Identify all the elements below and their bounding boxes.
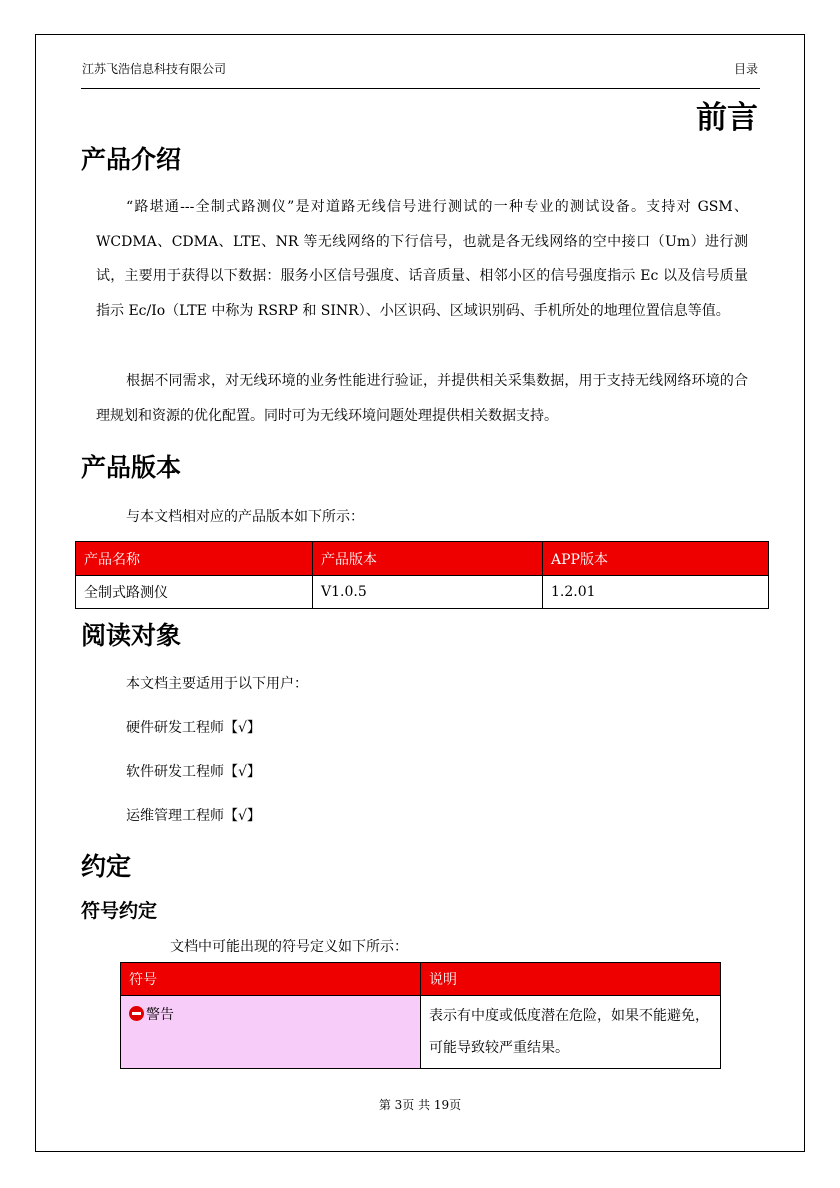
list-item: 运维管理工程师【√】 <box>126 808 261 824</box>
list-item: 硬件研发工程师【√】 <box>126 720 261 736</box>
page-title: 前言 <box>696 100 758 136</box>
table-cell: 1.2.01 <box>543 576 769 609</box>
header-section: 目录 <box>733 62 758 76</box>
version-table-header <box>76 542 769 576</box>
header-divider <box>81 88 760 89</box>
page-footer: 第 3页 共 19页 <box>378 1098 462 1112</box>
symbol-table <box>120 962 721 1069</box>
header-cell: 产品版本 <box>313 542 543 576</box>
intro-paragraph-2: 根据不同需求，对无线环境的业务性能进行验证，并提供相关采集数据，用于支持无线网络环境的合理规划和资源的优化配置。同时可为无线环境问题处理提供相关数据支持。 <box>96 373 748 424</box>
table-cell: V1.0.5 <box>313 576 543 609</box>
header-cell: APP版本 <box>543 542 769 576</box>
header-cell: 符号 <box>121 963 421 996</box>
heading-audience: 阅读对象 <box>81 621 182 650</box>
heading-version: 产品版本 <box>81 453 182 482</box>
header-company: 江苏飞浩信息科技有限公司 <box>82 62 227 76</box>
version-intro: 与本文档相对应的产品版本如下所示： <box>126 509 364 525</box>
description-cell: 表示有中度或低度潜在危险，如果不能避免，可能导致较严重结果。 <box>421 996 721 1069</box>
intro-paragraph-1: “路堪通---全制式路测仪”是对道路无线信号进行测试的一种专业的测试设备。支持对 GSM、WCDMA、CDMA、LTE、NR 等无线网络的下行信号，也就是各无线网络的空中接口（Um）进行测试，主要用于获得以下数据：服务小区信号强度、话音质量、相邻小区的信号强度指示 Ec 以及信号质量指示 Ec/Io（LTE 中称为 RSRP 和 SINR）、小区识码、区域识别码、手机所处的地理位置信息等值。 <box>96 199 748 319</box>
symbol-table-header <box>121 963 721 996</box>
heading-conventions: 约定 <box>81 852 132 881</box>
table-cell: 全制式路测仪 <box>76 576 313 609</box>
warning-icon <box>129 1006 144 1021</box>
table-row <box>121 996 721 1069</box>
table-row <box>76 576 769 609</box>
header-cell: 产品名称 <box>76 542 313 576</box>
heading-intro: 产品介绍 <box>81 145 182 174</box>
heading-symbol-conventions: 符号约定 <box>81 900 158 922</box>
list-item: 软件研发工程师【√】 <box>126 764 261 780</box>
conventions-intro: 文档中可能出现的符号定义如下所示： <box>170 939 408 955</box>
version-table <box>75 541 769 609</box>
symbol-cell: 警告 <box>121 996 421 1069</box>
header-cell: 说明 <box>421 963 721 996</box>
audience-intro: 本文档主要适用于以下用户： <box>126 676 308 692</box>
